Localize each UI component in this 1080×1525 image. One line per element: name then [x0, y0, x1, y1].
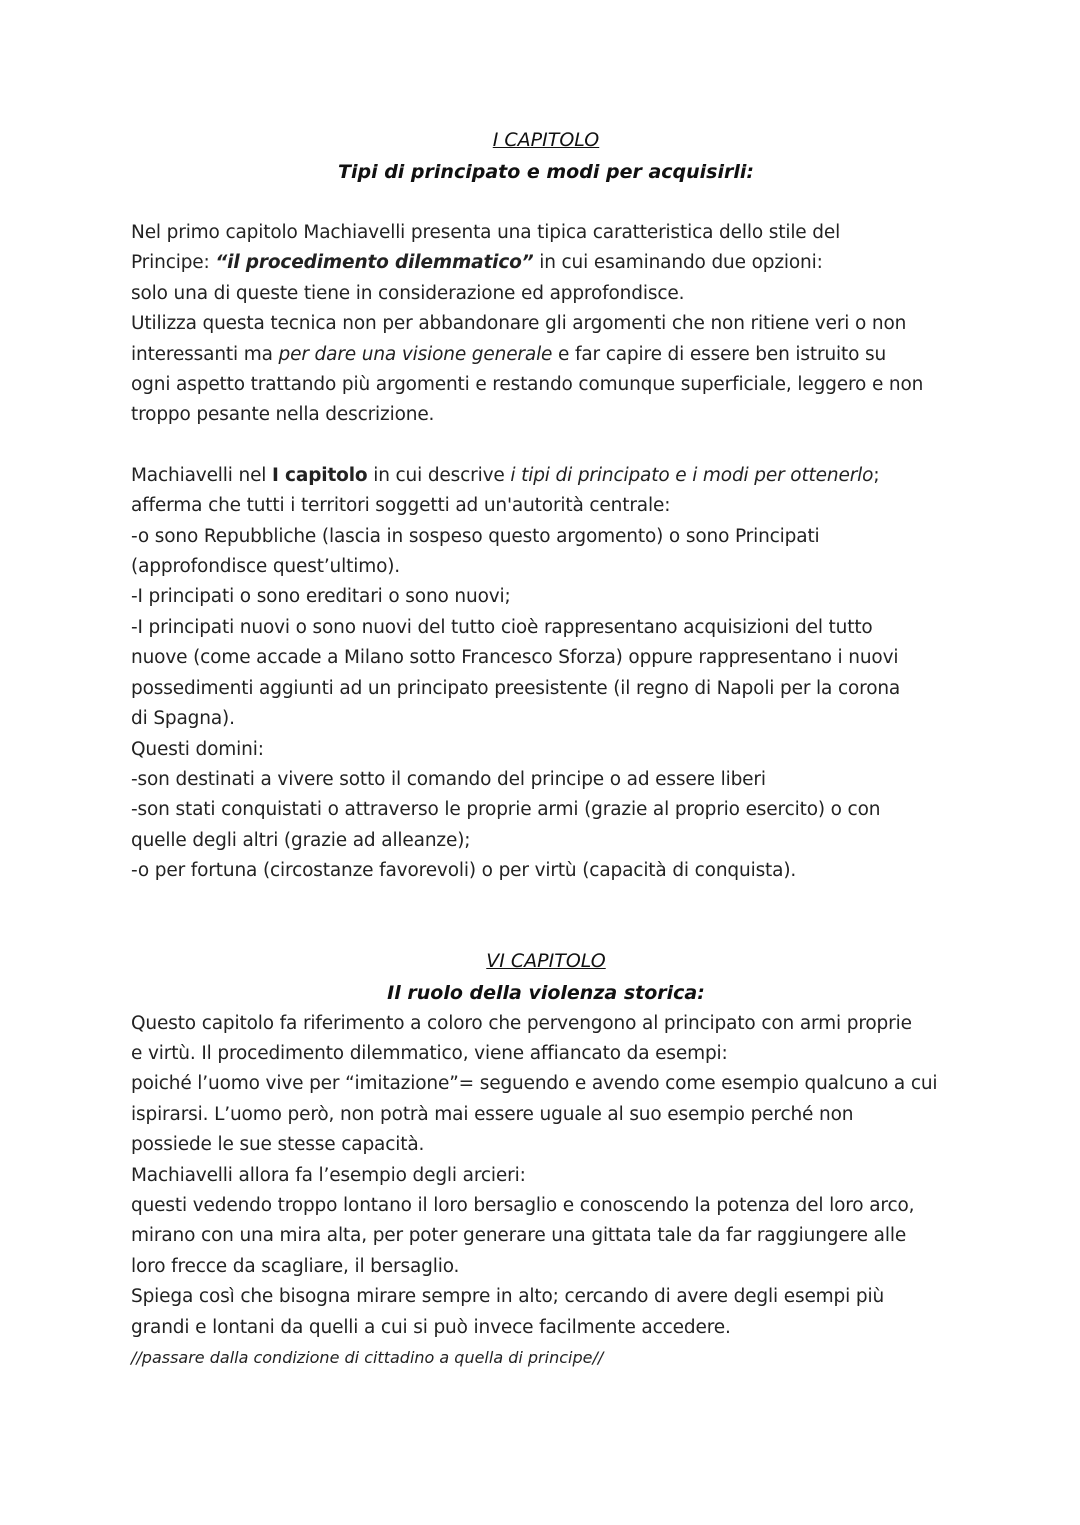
text-line: Utilizza questa tecnica non per abbandonare gli argomenti che non ritiene veri o non [131, 313, 907, 335]
text-line: loro frecce da scagliare, il bersaglio. [131, 1255, 460, 1277]
text-line: quelle degli altri (grazie ad alleanze); [131, 829, 471, 851]
text-line: ispirarsi. L’uomo però, non potrà mai essere uguale al suo esempio perché non [131, 1103, 854, 1125]
text-line: Nel primo capitolo Machiavelli presenta una tipica caratteristica dello stile del [131, 222, 841, 243]
text-line: afferma che tutti i territori soggetti ad un'autorità centrale: [131, 495, 671, 517]
text-line [131, 340, 961, 370]
text-line: Questi domini: [131, 738, 264, 760]
text-span: in cui descrive [367, 464, 511, 486]
chapter-1-paragraph-2 [131, 461, 961, 887]
bold-text: I capitolo [272, 464, 368, 486]
text-line: Questo capitolo fa riferimento a coloro che pervengono al principato con armi proprie [131, 1012, 912, 1034]
text-line: -o sono Repubbliche (lascia in sospeso questo argomento) o sono Principati [131, 525, 820, 547]
chapter-1-heading [131, 124, 961, 188]
text-line: possiede le sue stesse capacità. [131, 1134, 425, 1156]
text-line: e virtù. Il procedimento dilemmatico, viene affiancato da esempi: [131, 1042, 728, 1064]
chapter-6-paragraph-1 [131, 1009, 961, 1373]
footnote-comment: //passare dalla condizione di cittadino a quella di principe// [131, 1348, 604, 1367]
chapter-6-section [131, 945, 961, 1373]
text-span: e far capire di essere ben istruito su [552, 343, 887, 365]
document-page [131, 124, 961, 1373]
text-line: -I principati o sono ereditari o sono nuovi; [131, 586, 511, 608]
text-line: -o per fortuna (circostanze favorevoli) o per virtù (capacità di conquista). [131, 860, 797, 882]
chapter-1-title: I CAPITOLO [492, 129, 600, 151]
text-line: mirano con una mira alta, per poter generare una gittata tale da far raggiungere alle [131, 1225, 907, 1247]
emphasis-text: “il procedimento dilemmatico” [215, 252, 534, 274]
text-span: in cui esaminando due opzioni: [533, 252, 823, 274]
text-line: ogni aspetto trattando più argomenti e restando comunque superficiale, leggero e non [131, 374, 924, 396]
text-line: questi vedendo troppo lontano il loro bersaglio e conoscendo la potenza del loro arco, [131, 1194, 915, 1216]
text-line: di Spagna). [131, 708, 235, 730]
text-line [131, 248, 961, 278]
text-line: -son stati conquistati o attraverso le proprie armi (grazie al proprio esercito) o con [131, 799, 881, 821]
text-line: poiché l’uomo vive per “imitazione”= seguendo e avendo come esempio qualcuno a cui [131, 1073, 938, 1095]
text-span: interessanti ma [131, 343, 279, 365]
text-line: solo una di queste tiene in considerazione ed approfondisce. [131, 282, 685, 304]
text-span: ; [873, 464, 880, 486]
italic-text: per dare una visione generale [278, 343, 553, 365]
text-span: Machiavelli nel [131, 464, 273, 486]
text-line: (approfondisce quest’ultimo). [131, 556, 401, 578]
chapter-6-subtitle: Il ruolo della violenza storica: [387, 981, 705, 1004]
text-line [131, 461, 961, 491]
text-line: grandi e lontani da quelli a cui si può invece facilmente accedere. [131, 1316, 731, 1338]
text-line: nuove (come accade a Milano sotto Francesco Sforza) oppure rappresentano i nuovi [131, 647, 899, 669]
chapter-6-title: VI CAPITOLO [486, 949, 606, 972]
chapter-1-subtitle: Tipi di principato e modi per acquisirli: [338, 161, 754, 183]
text-span: Principe: [131, 252, 216, 274]
text-line: troppo pesante nella descrizione. [131, 404, 435, 426]
text-line: -son destinati a vivere sotto il comando del principe o ad essere liberi [131, 768, 766, 790]
text-line: Machiavelli allora fa l’esempio degli arcieri: [131, 1164, 526, 1186]
text-line: -I principati nuovi o sono nuovi del tutto cioè rappresentano acquisizioni del tutto [131, 616, 873, 638]
chapter-6-heading [131, 945, 961, 1009]
chapter-1-paragraph-1 [131, 218, 961, 431]
text-line: Spiega così che bisogna mirare sempre in alto; cercando di avere degli esempi più [131, 1286, 885, 1308]
italic-text: i tipi di principato e i modi per ottenerlo [510, 464, 874, 486]
chapter-1-section [131, 124, 961, 887]
text-line: possedimenti aggiunti ad un principato preesistente (il regno di Napoli per la corona [131, 677, 901, 699]
